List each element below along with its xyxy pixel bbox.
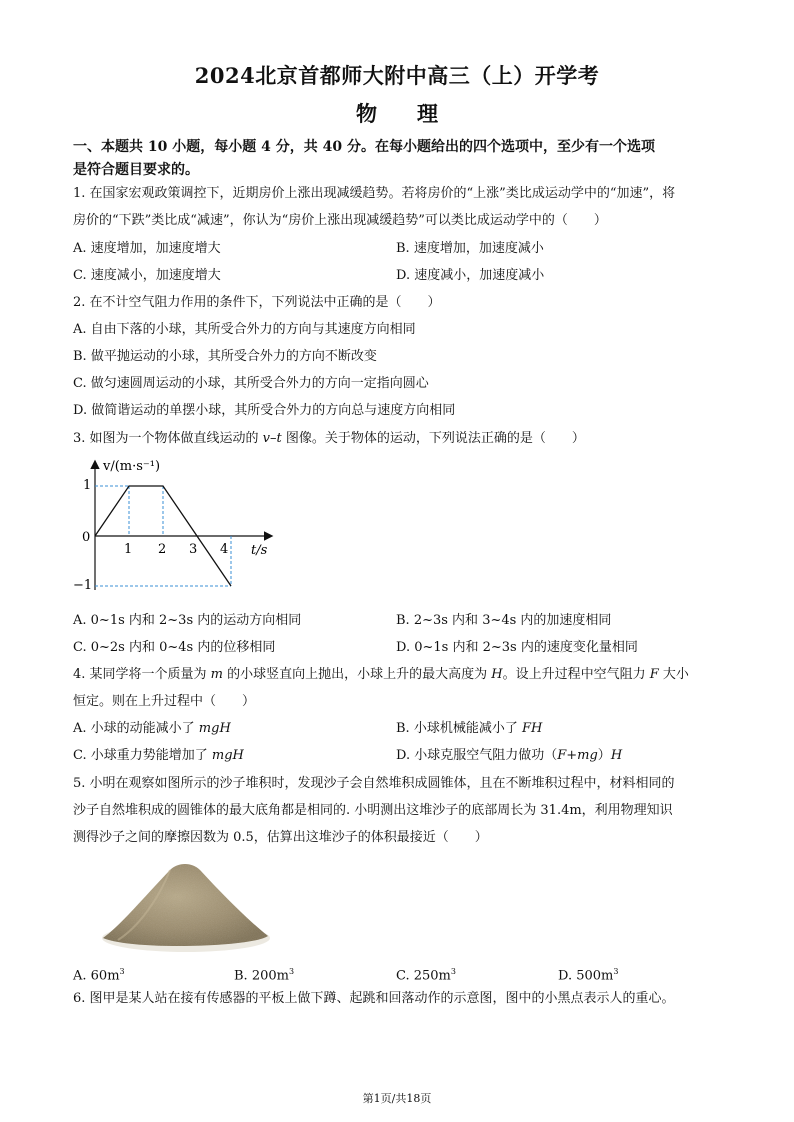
q4-d-text: D. 小球克服空气阻力做功（ xyxy=(396,748,558,763)
q4-c-var: mgH xyxy=(211,748,244,763)
section-header-line-2: 是符合题目要求的。 xyxy=(73,162,199,178)
q4-option-d xyxy=(396,747,622,765)
origin-label: 0 xyxy=(82,530,91,545)
q4-a-text: A. 小球的动能减小了 xyxy=(73,721,199,736)
x-axis-label: t/s xyxy=(251,543,268,558)
subject-heading xyxy=(0,98,794,128)
q2-option-c: C. 做匀速圆周运动的小球，其所受合外力的方向一定指向圆心 xyxy=(73,376,429,391)
q3-stem-var: v–t xyxy=(262,431,282,446)
q3-stem-post: 图像。关于物体的运动，下列说法正确的是（ ） xyxy=(281,431,585,446)
q5-option-a xyxy=(73,963,125,985)
q5-line-1: 5. 小明在观察如图所示的沙子堆积时，发现沙子会自然堆积成圆锥体，且在不断堆积过程中，材料相同的 xyxy=(73,776,675,791)
x-tick-2: 2 xyxy=(158,542,167,557)
q5-a-text: A. 60m xyxy=(73,968,120,984)
q5-option-c xyxy=(396,963,456,985)
q4-b-text: B. 小球机械能减小了 xyxy=(396,721,522,736)
q2-option-b: B. 做平抛运动的小球，其所受合外力的方向不断改变 xyxy=(73,349,377,364)
q5-c-sup: 3 xyxy=(450,967,456,976)
q4-a-var: mgH xyxy=(198,721,231,736)
q4-option-c xyxy=(73,747,244,765)
q3-stem-pre: 3. 如图为一个物体做直线运动的 xyxy=(73,431,263,446)
q3-stem xyxy=(73,430,585,448)
q5-option-d xyxy=(558,963,618,985)
q3-option-a: A. 0~1s 内和 2~3s 内的运动方向相同 xyxy=(73,613,302,628)
q5-line-3: 测得沙子之间的摩擦因数为 0.5，估算出这堆沙子的体积最接近（ ） xyxy=(73,830,488,845)
q2-stem: 2. 在不计空气阻力作用的条件下，下列说法中正确的是（ ） xyxy=(73,295,441,310)
q4-option-a xyxy=(73,720,231,738)
q1-option-a: A. 速度增加，加速度增大 xyxy=(73,241,221,256)
q5-d-sup: 3 xyxy=(613,967,619,976)
q4-option-b xyxy=(396,720,542,738)
q1-option-d: D. 速度减小，加速度减小 xyxy=(396,268,545,283)
q1-option-b: B. 速度增加，加速度减小 xyxy=(396,241,544,256)
q2-option-d: D. 做简谐运动的单摆小球，其所受合外力的方向总与速度方向相同 xyxy=(73,403,456,418)
q6-line-1: 6. 图甲是某人站在接有传感器的平板上做下蹲、起跳和回落动作的示意图，图中的小黑点表示人的重心。 xyxy=(73,991,675,1006)
q5-a-sup: 3 xyxy=(119,967,125,976)
q3-option-d: D. 0~1s 内和 2~3s 内的速度变化量相同 xyxy=(396,640,638,655)
q4-var-f: F xyxy=(649,667,659,682)
q2-option-a: A. 自由下落的小球，其所受合外力的方向与其速度方向相同 xyxy=(73,322,416,337)
x-tick-4: 4 xyxy=(220,542,229,557)
y-axis-label: v/(m·s⁻¹) xyxy=(103,459,161,474)
q1-option-c: C. 速度减小，加速度增大 xyxy=(73,268,221,283)
x-tick-3: 3 xyxy=(189,542,198,557)
y-tick-neg1: −1 xyxy=(73,578,93,593)
q4-var-h: H xyxy=(491,667,503,682)
q5-d-text: D. 500m xyxy=(558,968,614,984)
subject-char-2: 理 xyxy=(417,101,438,126)
q4-c-text: C. 小球重力势能增加了 xyxy=(73,748,212,763)
section-header-line-1: 一、本题共 10 小题，每小题 4 分，共 40 分。在每小题给出的四个选项中，至少有一个选项 xyxy=(73,139,655,155)
q4-var-m: m xyxy=(210,667,223,682)
q4-b-var: FH xyxy=(521,721,543,736)
sand-pile-image xyxy=(100,856,270,956)
q4-text-b: 的小球竖直向上抛出，小球上升的最大高度为 xyxy=(223,667,492,682)
q4-text-a: 4. 某同学将一个质量为 xyxy=(73,667,211,682)
q5-b-text: B. 200m xyxy=(234,968,289,984)
x-tick-1: 1 xyxy=(124,542,133,557)
q4-d-var: F+mg xyxy=(557,748,598,763)
exam-title: 2024北京首都师大附中高三（上）开学考 xyxy=(194,63,600,88)
q4-text-d: 大小 xyxy=(658,667,689,682)
q1-line-2: 房价的“下跌”类比成“减速”，你认为“房价上涨出现减缓趋势”可以类比成运动学中的（ ） xyxy=(73,213,607,228)
subject-char-1: 物 xyxy=(356,101,377,126)
q4-line-1 xyxy=(73,666,689,684)
page-footer: 第1页/共18页 xyxy=(362,1092,432,1105)
q4-d-mid: ） xyxy=(597,748,611,763)
q4-line-2: 恒定。则在上升过程中（ ） xyxy=(73,694,256,709)
q4-d-var2: H xyxy=(610,748,623,763)
q3-option-b: B. 2~3s 内和 3~4s 内的加速度相同 xyxy=(396,613,612,628)
y-tick-1: 1 xyxy=(83,478,92,493)
q5-b-sup: 3 xyxy=(288,967,295,976)
q5-option-b xyxy=(234,963,294,985)
q3-option-c: C. 0~2s 内和 0~4s 内的位移相同 xyxy=(73,640,276,655)
q4-text-c: 。设上升过程中空气阻力 xyxy=(502,667,650,682)
vt-graph xyxy=(73,450,283,600)
q1-line-1: 1. 在国家宏观政策调控下，近期房价上涨出现减缓趋势。若将房价的“上涨”类比成运动学中的“加速”，将 xyxy=(73,186,676,201)
q5-line-2: 沙子自然堆积成的圆锥体的最大底角都是相同的. 小明测出这堆沙子的底部周长为 31.4m，利用物理知识 xyxy=(73,803,673,818)
q5-c-text: C. 250m xyxy=(396,968,451,984)
